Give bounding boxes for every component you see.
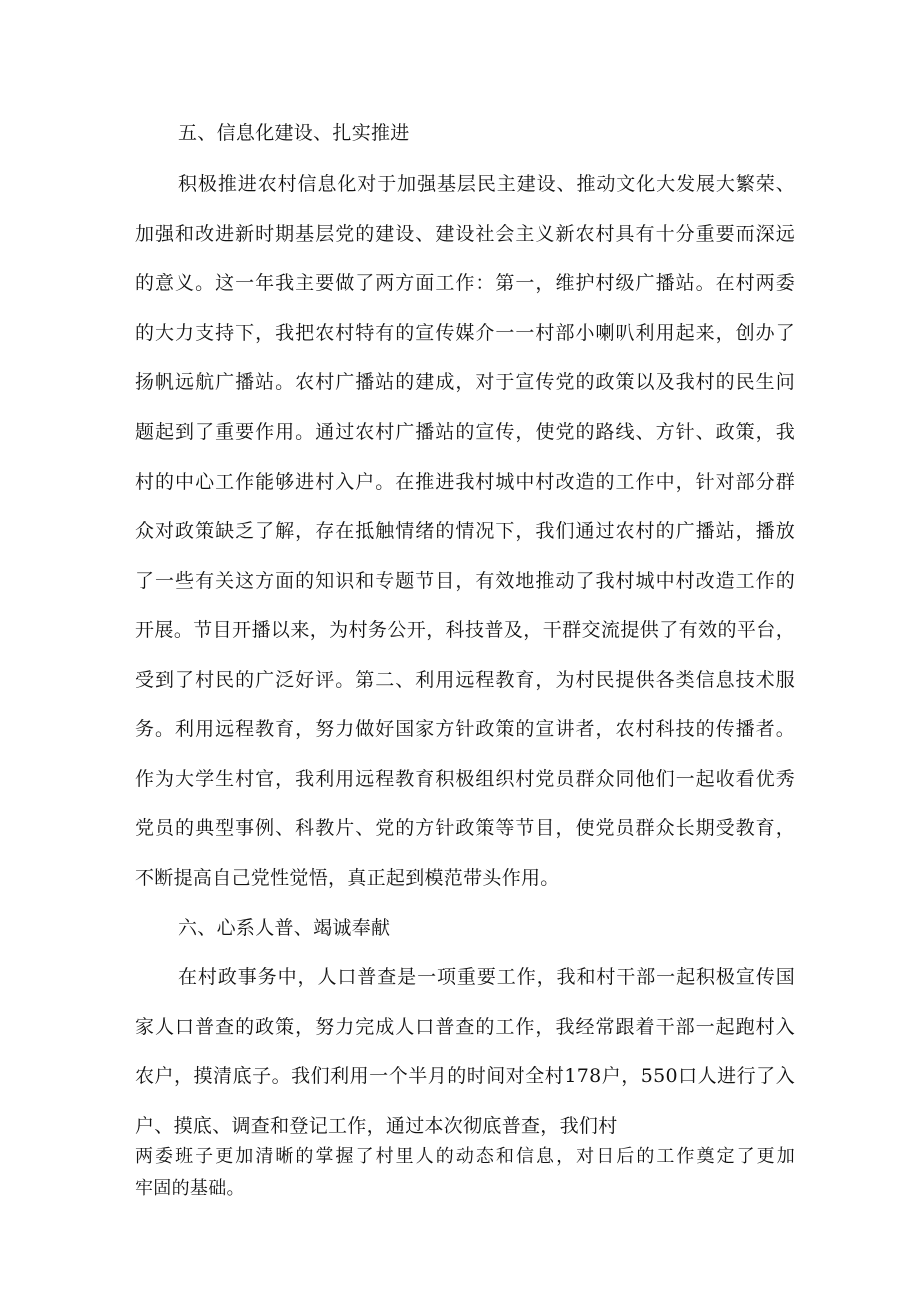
paragraph-line: 题起到了重要作用。通过农村广播站的宣传，使党的路线、方针、政策，我 — [135, 421, 795, 443]
paragraph-line: 家人口普查的政策，努力完成人口普查的工作，我经常跟着干部一起跑村入 — [135, 1016, 795, 1038]
paragraph-line: 扬帆远航广播站。农村广播站的建成，对于宣传党的政策以及我村的民生问 — [135, 371, 795, 393]
paragraph-line: 村的中心工作能够进村入户。在推进我村城中村改造的工作中，针对部分群 — [135, 471, 795, 493]
paragraph-line: 农户，摸清底子。我们利用一个半月的时间对全村178户，550口人进行了入 — [135, 1065, 795, 1087]
paragraph-line: 的大力支持下，我把农村特有的宣传媒介一一村部小喇叭利用起来，创办了 — [135, 322, 795, 344]
paragraph-line: 两委班子更加清晰的掌握了村里人的动态和信息，对日后的工作奠定了更加 — [135, 1146, 795, 1167]
paragraph-line: 作为大学生村官，我利用远程教育积极组织村党员群众同他们一起收看优秀 — [135, 768, 795, 790]
paragraph-line: 的意义。这一年我主要做了两方面工作：第一，维护村级广播站。在村两委 — [135, 272, 795, 294]
paragraph-line: 牢固的基础。 — [135, 1178, 245, 1199]
paragraph-line: 户、摸底、调查和登记工作，通过本次彻底普查，我们村 — [135, 1115, 618, 1137]
paragraph-line: 开展。节目开播以来，为村务公开，科技普及，干群交流提供了有效的平台， — [135, 619, 795, 641]
paragraph-line: 积极推进农村信息化对于加强基层民主建设、推动文化大发展大繁荣、 — [178, 173, 795, 195]
paragraph-line: 务。利用远程教育，努力做好国家方针政策的宣讲者，农村科技的传播者。 — [135, 718, 795, 740]
paragraph-line: 党员的典型事例、科教片、党的方针政策等节目，使党员群众长期受教育， — [135, 817, 795, 839]
paragraph-line: 加强和改进新时期基层党的建设、建设社会主义新农村具有十分重要而深远 — [135, 223, 795, 245]
paragraph-line: 在村政事务中，人口普查是一项重要工作，我和村干部一起积极宣传国 — [178, 966, 795, 988]
paragraph-line: 了一些有关这方面的知识和专题节目，有效地推动了我村城中村改造工作的 — [135, 570, 795, 592]
paragraph-line: 众对政策缺乏了解，存在抵触情绪的情况下，我们通过农村的广播站，播放 — [135, 520, 795, 542]
paragraph-line: 受到了村民的广泛好评。第二、利用远程教育，为村民提供各类信息技术服 — [135, 669, 795, 691]
section-6-heading: 六、心系人普、竭诚奉献 — [178, 917, 391, 939]
section-5-heading: 五、信息化建设、扎实推进 — [178, 122, 410, 144]
paragraph-line: 不断提高自己党性觉悟，真正起到模范带头作用。 — [135, 867, 560, 889]
